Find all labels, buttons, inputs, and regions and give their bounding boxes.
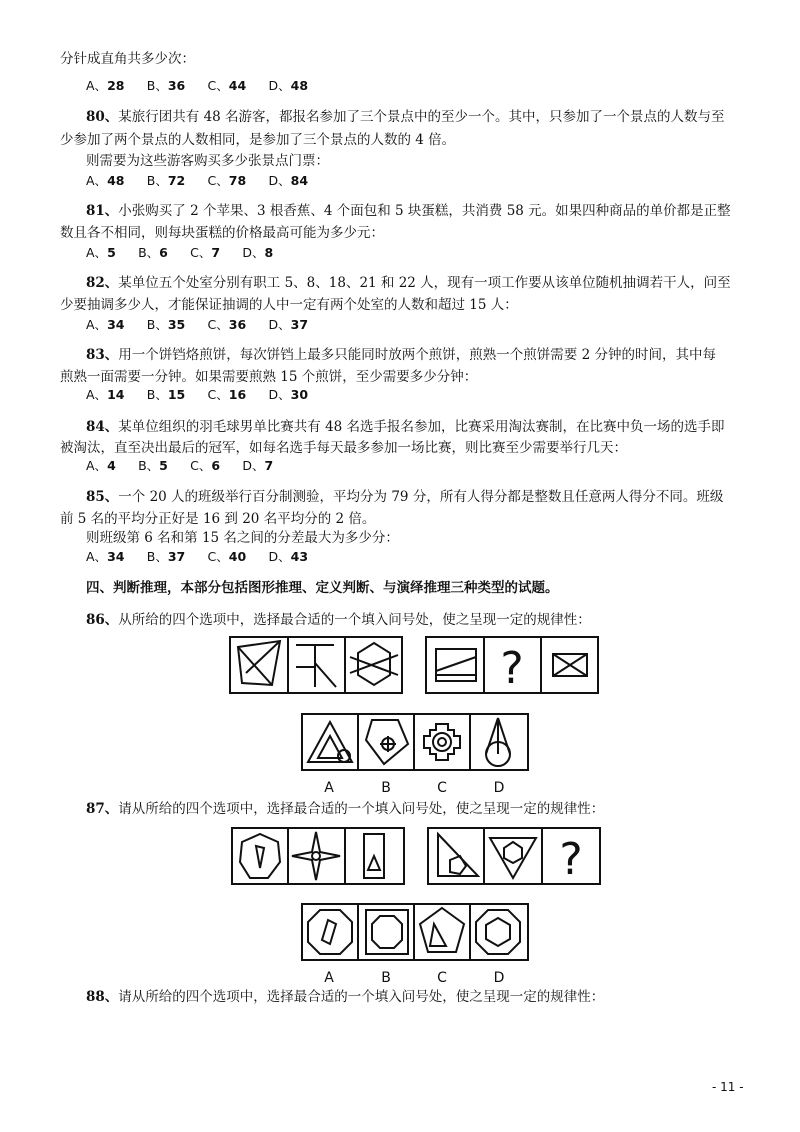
- q85-line-3: 则班级第 6 名和第 15 名之间的分差最大为多少分：: [86, 530, 399, 546]
- q86-stem-cell-1-shape: [238, 641, 280, 685]
- q85-options: [86, 548, 326, 566]
- q80-line-3: 则需要为这些游客购买多少张景点门票：: [86, 153, 329, 169]
- q86-option-c-shape: [424, 724, 460, 760]
- q87-stem-cell-1-shape: [240, 834, 280, 878]
- q86-label-d: D: [493, 780, 505, 796]
- q86-number: 86、: [86, 612, 119, 628]
- q80-options: [86, 172, 326, 190]
- q81-line-1: 81、小张购买了 2 个苹果、3 根香蕉、4 个面包和 5 块蛋糕，共消费 58 元。如果四种商品的单价都是正整: [86, 203, 731, 219]
- q81-option-c: C、7: [190, 245, 221, 260]
- q82-line-2: 少要抽调多少人，才能保证抽调的人中一定有两个处室的人数和超过 15 人：: [60, 297, 518, 313]
- q81-options: [86, 244, 291, 262]
- q86-question-mark: ?: [500, 643, 524, 694]
- q85-number: 85、: [86, 489, 119, 505]
- q82-option-c: C、36: [207, 317, 247, 332]
- q87-number: 87、: [86, 801, 119, 817]
- q84-line-2: 被淘汰，直至决出最后的冠军，如每名选手每天最多参加一场比赛，则比赛至少需要举行几天：: [60, 440, 627, 456]
- q83-option-d: D、30: [268, 387, 309, 402]
- q82-option-b: B、35: [146, 317, 186, 332]
- page-number: - 11 -: [712, 1080, 744, 1094]
- q86-stem-cell-3-shape: [350, 643, 398, 685]
- q86-option-d-shape: [486, 718, 510, 766]
- q84-option-b: B、5: [138, 458, 168, 473]
- q88-number: 88、: [86, 989, 119, 1005]
- q79-text-tail: 分针成直角共多少次：: [60, 51, 195, 67]
- q80-option-d: D、84: [268, 173, 309, 188]
- q79-option-b: B、36: [146, 78, 186, 93]
- q86-label-c: C: [437, 780, 447, 796]
- q83-option-c: C、16: [207, 387, 247, 402]
- q87-option-d-shape: [476, 910, 520, 954]
- q79-options: [86, 77, 326, 95]
- q87-stem-cell-3-shape: [364, 834, 384, 878]
- q87-options-figure: [300, 902, 530, 990]
- section-4-heading: 四、判断推理，本部分包括图形推理、定义判断、与演绎推理三种类型的试题。: [86, 580, 559, 596]
- q81-option-b: B、6: [138, 245, 168, 260]
- q86-options-figure: [300, 712, 530, 800]
- q84-number: 84、: [86, 419, 119, 435]
- q83-line-1: 83、用一个饼铛烙煎饼，每次饼铛上最多只能同时放两个煎饼，煎熟一个煎饼需要 2 分钟的时间，其中每: [86, 347, 716, 363]
- q86-option-b-shape: [366, 720, 408, 764]
- q85-option-d: D、43: [268, 549, 309, 564]
- q85-line-1: 85、一个 20 人的班级举行百分制测验，平均分为 79 分，所有人得分都是整数且任意两人得分不同。班级: [86, 489, 724, 505]
- q87-question-mark: ?: [559, 834, 583, 885]
- q87-option-a-shape: [308, 910, 352, 954]
- q79-option-a: A、28: [86, 78, 125, 93]
- q84-option-c: C、6: [190, 458, 221, 473]
- q84-options: [86, 457, 291, 475]
- q80-option-c: C、78: [207, 173, 247, 188]
- q81-option-a: A、5: [86, 245, 116, 260]
- q85-line-2: 前 5 名的平均分正好是 16 到 20 名平均分的 2 倍。: [60, 511, 376, 527]
- q84-line-1: 84、某单位组织的羽毛球男单比赛共有 48 名选手报名参加，比赛采用淘汰赛制，在比赛中负一场的选手即: [86, 419, 725, 435]
- q86-label-b: B: [381, 780, 391, 796]
- q80-line-2: 少参加了两个景点的人数相同，是参加了三个景点的人数的 4 倍。: [60, 132, 456, 148]
- q82-option-d: D、37: [268, 317, 309, 332]
- q80-line-1: 80、某旅行团共有 48 名游客，都报名参加了三个景点中的至少一个。其中，只参加了一个景点的人数与至: [86, 109, 725, 125]
- q86-stem-figure: [228, 635, 600, 695]
- q81-line-2: 数且各不相同，则每块蛋糕的价格最高可能为多少元：: [60, 225, 384, 241]
- q87-stem-cell-2-shape: [292, 832, 340, 880]
- q87-stem-cell-5-shape: [490, 838, 536, 878]
- q87-label-a: A: [324, 970, 334, 986]
- q87-line: 87、请从所给的四个选项中，选择最合适的一个填入问号处，使之呈现一定的规律性：: [86, 801, 605, 817]
- q86-option-a-shape: [308, 722, 352, 762]
- q82-line-1: 82、某单位五个处室分别有职工 5、8、18、21 和 22 人，现有一项工作要从该单位随机抽调若干人，问至: [86, 275, 731, 291]
- q87-label-b: B: [381, 970, 391, 986]
- q85-option-c: C、40: [207, 549, 247, 564]
- q83-option-b: B、15: [146, 387, 186, 402]
- q86-stem-cell-2-shape: [296, 645, 336, 687]
- q87-label-d: D: [493, 970, 505, 986]
- q81-option-d: D、8: [242, 245, 274, 260]
- q87-stem-cell-4-shape: [438, 834, 478, 876]
- q86-stem-cell-6-shape: [553, 654, 587, 676]
- q79-option-c: C、44: [207, 78, 247, 93]
- q83-options: [86, 386, 326, 404]
- q82-options: [86, 316, 326, 334]
- q83-number: 83、: [86, 347, 119, 363]
- q82-number: 82、: [86, 275, 119, 291]
- q80-option-a: A、48: [86, 173, 125, 188]
- q87-option-b-shape: [366, 910, 408, 954]
- q80-number: 80、: [86, 109, 119, 125]
- q80-option-b: B、72: [146, 173, 186, 188]
- q79-option-d: D、48: [268, 78, 309, 93]
- q82-option-a: A、34: [86, 317, 125, 332]
- q84-option-d: D、7: [242, 458, 274, 473]
- q88-line: 88、请从所给的四个选项中，选择最合适的一个填入问号处，使之呈现一定的规律性：: [86, 989, 605, 1005]
- q81-number: 81、: [86, 203, 119, 219]
- q83-option-a: A、14: [86, 387, 125, 402]
- q87-option-c-shape: [420, 908, 464, 952]
- q87-stem-figure: [230, 826, 602, 886]
- q83-line-2: 煎熟一面需要一分钟。如果需要煎熟 15 个煎饼，至少需要多少分钟：: [60, 369, 478, 385]
- q86-stem-cell-4-shape: [436, 649, 476, 681]
- q86-label-a: A: [324, 780, 334, 796]
- q87-label-c: C: [437, 970, 447, 986]
- q86-line: 86、从所给的四个选项中，选择最合适的一个填入问号处，使之呈现一定的规律性：: [86, 612, 591, 628]
- q85-option-b: B、37: [146, 549, 186, 564]
- q85-option-a: A、34: [86, 549, 125, 564]
- q84-option-a: A、4: [86, 458, 116, 473]
